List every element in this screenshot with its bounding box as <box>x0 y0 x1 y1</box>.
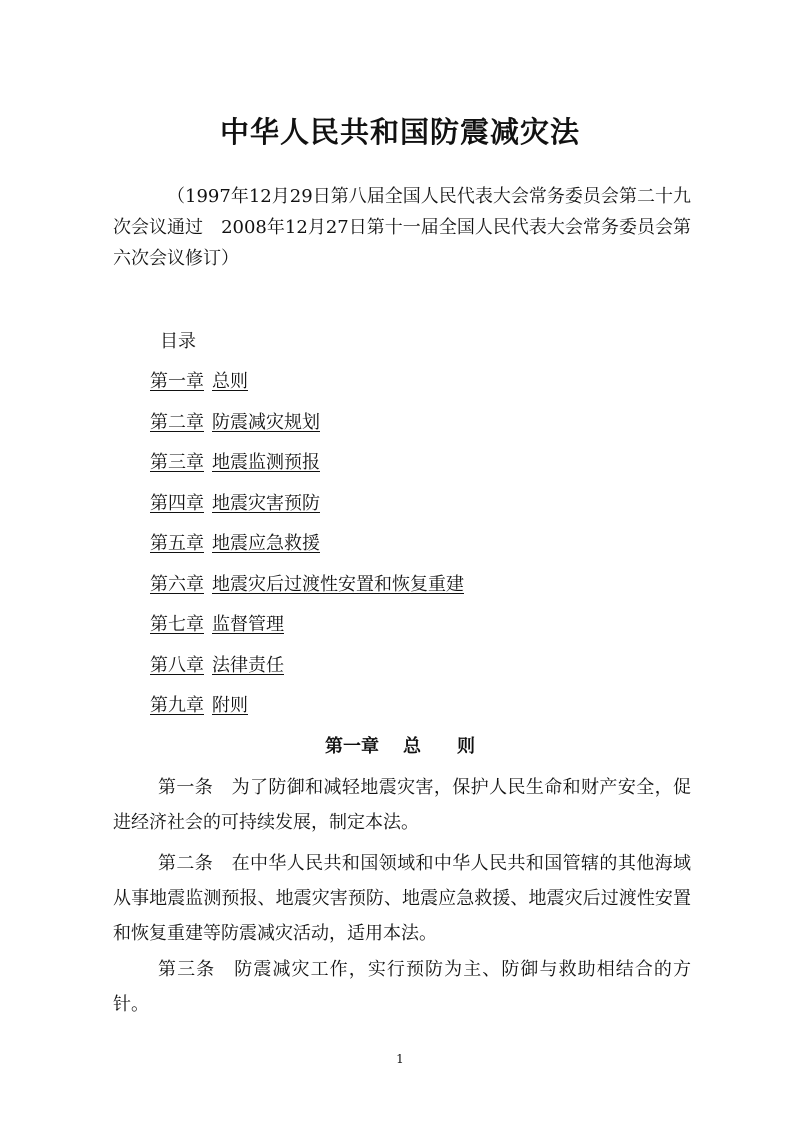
toc-link-chapter-6[interactable] <box>150 574 464 595</box>
toc-chapter-number: 第四章 <box>150 492 204 514</box>
toc-item <box>150 409 464 450</box>
toc-chapter-number: 第六章 <box>150 573 204 595</box>
toc-link-chapter-2[interactable] <box>150 412 320 433</box>
toc-chapter-title: 防震减灾规划 <box>212 411 320 433</box>
toc-item <box>150 571 464 612</box>
toc-chapter-number: 第七章 <box>150 614 204 635</box>
toc-link-chapter-9[interactable] <box>150 695 248 716</box>
chapter-title-part-2: 则 <box>457 736 475 757</box>
adoption-note: （1997年12月29日第八届全国人民代表大会常务委员会第二十九次会议通过 2008年12月27日第十一届全国人民代表大会常务委员会第六次会议修订） <box>113 186 691 269</box>
article-1 <box>113 770 691 840</box>
toc-chapter-number: 第一章 <box>150 371 204 392</box>
toc-link-chapter-7[interactable] <box>150 614 284 635</box>
toc-link-chapter-1[interactable] <box>150 371 248 392</box>
article-2 <box>113 846 691 951</box>
toc-chapter-title: 地震应急救援 <box>212 533 320 554</box>
toc-chapter-title: 监督管理 <box>212 614 284 635</box>
article-number: 第一条 <box>158 777 214 798</box>
document-title: 中华人民共和国防震减灾法 <box>219 115 580 149</box>
article-3 <box>113 952 691 1022</box>
toc-link-chapter-8[interactable] <box>150 655 284 676</box>
toc-item <box>150 611 464 652</box>
chapter-title-part-1: 总 <box>403 736 421 757</box>
toc-item <box>150 692 464 733</box>
article-text: 在中华人民共和国领域和中华人民共和国管辖的其他海域从事地震监测预报、地震灾害预防、地震应急救援、地震灾后过渡性安置和恢复重建等防震减灾活动，适用本法。 <box>113 853 692 944</box>
toc-chapter-title: 法律责任 <box>212 654 284 676</box>
toc-link-chapter-5[interactable] <box>150 533 320 554</box>
chapter-heading <box>0 733 800 761</box>
article-number: 第三条 <box>158 959 216 980</box>
toc-chapter-title: 地震灾害预防 <box>212 492 320 514</box>
toc-link-chapter-3[interactable] <box>150 452 320 473</box>
article-text: 防震减灾工作，实行预防为主、防御与救助相结合的方针。 <box>113 959 692 1015</box>
toc-chapter-number: 第八章 <box>150 654 204 676</box>
toc-chapter-number: 第二章 <box>150 411 204 433</box>
article-number: 第二条 <box>158 853 214 874</box>
toc-chapter-number: 第五章 <box>150 533 204 554</box>
toc-chapter-title: 总则 <box>212 371 248 392</box>
table-of-contents <box>150 368 464 733</box>
toc-chapter-title: 地震监测预报 <box>212 452 320 473</box>
toc-chapter-number: 第九章 <box>150 695 204 716</box>
toc-item <box>150 490 464 531</box>
toc-chapter-number: 第三章 <box>150 452 204 473</box>
toc-chapter-title: 地震灾后过渡性安置和恢复重建 <box>212 573 464 595</box>
article-text: 为了防御和减轻地震灾害，保护人民生命和财产安全，促进经济社会的可持续发展，制定本法。 <box>113 777 692 833</box>
toc-item <box>150 368 464 409</box>
chapter-number: 第一章 <box>325 736 379 757</box>
toc-item <box>150 652 464 693</box>
toc-heading: 目录 <box>160 331 196 352</box>
page-number: 1 <box>396 1052 404 1066</box>
toc-link-chapter-4[interactable] <box>150 493 320 514</box>
toc-item <box>150 530 464 571</box>
toc-item <box>150 449 464 490</box>
toc-chapter-title: 附则 <box>212 695 248 716</box>
